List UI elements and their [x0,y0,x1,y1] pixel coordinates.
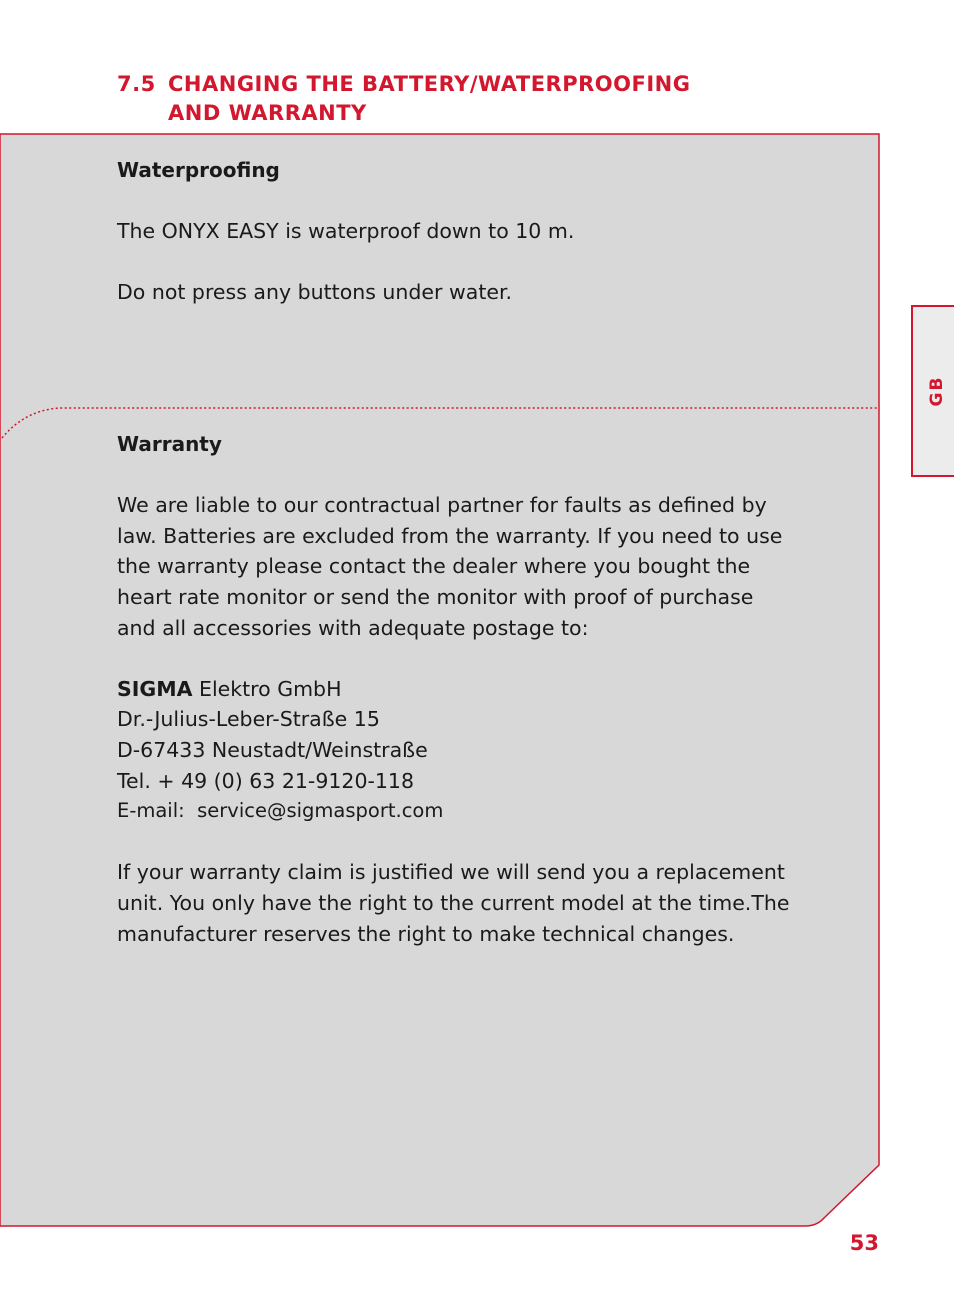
warranty-line: heart rate monitor or send the monitor with proof of purchase [117,584,754,609]
section-title-line1: CHANGING THE BATTERY/WATERPROOFING [168,72,691,96]
waterproofing-text-2: Do not press any buttons under water. [117,280,513,305]
closing-line: unit. You only have the right to the current model at the time.The [117,890,790,915]
language-tab-label: GB [927,375,947,407]
telephone: Tel. + 49 (0) 63 21-9120-118 [117,768,415,793]
waterproofing-heading: Waterproofing [117,158,280,182]
warranty-heading: Warranty [117,432,222,456]
waterproofing-section [117,155,817,308]
waterproofing-text-1: The ONYX EASY is waterproof down to 10 m. [117,219,575,244]
warranty-section [117,429,817,949]
closing-paragraph [117,857,817,949]
email-line [117,796,817,827]
closing-line: manufacturer reserves the right to make technical changes. [117,921,735,946]
email-address: service@sigmasport.com [197,799,444,823]
warranty-line: the warranty please contact the dealer where you bought the [117,554,751,579]
language-tab [911,305,954,477]
page-number: 53 [849,1231,879,1255]
warranty-line: and all accessories with adequate postage to: [117,615,589,640]
section-title-line2: AND WARRANTY [168,101,367,125]
city-address: D-67433 Neustadt/Weinstraße [117,737,428,762]
warranty-line: law. Batteries are excluded from the warranty. If you need to use [117,523,783,548]
email-label: E-mail: [117,799,185,823]
company-name [117,674,817,705]
address-block [117,674,817,827]
warranty-line: We are liable to our contractual partner for faults as defined by [117,493,767,518]
warranty-paragraph [117,490,817,643]
brand-name: SIGMA [117,676,193,701]
section-number: 7.5 [117,72,156,96]
company-rest: Elektro GmbH [192,676,342,701]
closing-line: If your warranty claim is justified we will send you a replacement [117,860,785,885]
street-address: Dr.-Julius-Leber-Straße 15 [117,707,380,732]
